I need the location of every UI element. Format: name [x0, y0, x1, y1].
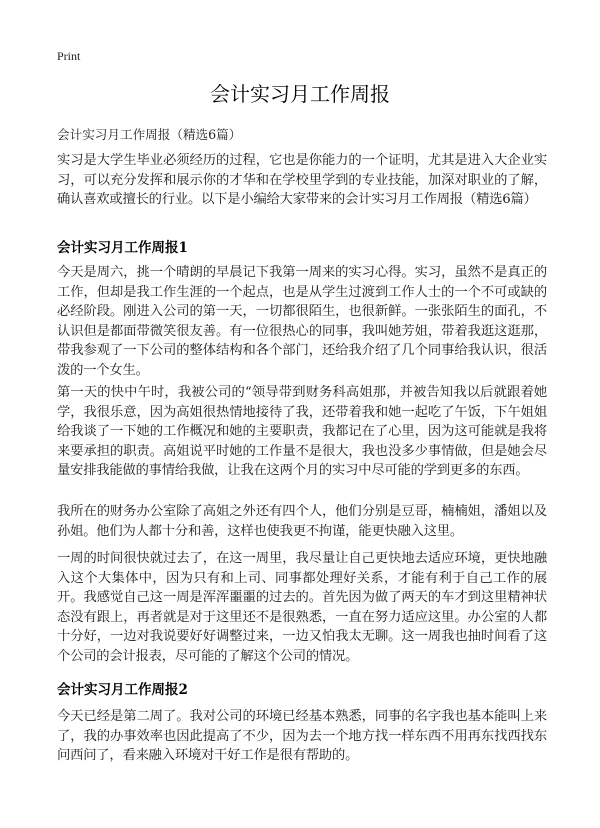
print-label[interactable]: Print	[57, 49, 81, 63]
document-subtitle: 会计实习月工作周报（精选6篇）	[57, 127, 242, 142]
intro-paragraph: 实习是大学生毕业必须经历的过程，它也是你能力的一个证明，尤其是进入大企业实习，可以充分发挥和展示你的才华和在学校里学到的专业技能，加深对职业的了解，确认喜欢或擅长的行业。以下是小编给大家带来的会计实习月工作周报（精选6篇）	[57, 153, 547, 207]
section-heading-2: 会计实习月工作周报2	[57, 682, 188, 698]
section-heading-1: 会计实习月工作周报1	[57, 240, 188, 256]
section-1-paragraph-1: 今天是周六，挑一个晴朗的早晨记下我第一周来的实习心得。实习，虽然不是真正的工作，但却是我工作生涯的一个起点，也是从学生过渡到工作人士的一个不可或缺的必经阶段。刚进入公司的第一天，一切都很陌生，也很新鲜。一张张陌生的面孔，不认识但是都面带微笑很友善。有一位很热心的同事，我叫她芳姐，带着我逛这逛那，带我参观了一下公司的整体结构和各个部门，还给我介绍了几个同事给我认识，很活泼的一个女生。	[57, 265, 547, 378]
section-1-paragraph-4: 一周的时间很快就过去了，在这一周里，我尽量让自己更快地去适应环境，更快地融入这个大集体中，因为只有和上司、同事都处理好关系，才能有利于自己工作的展开。我感觉自己这一周是浑浑噩噩的过去的。首先因为做了两天的车才到这里精神状态没有跟上，再者就是对于这里还不是很熟悉，一直在努力适应这里。办公室的人都十分好，一边对我说要好好调整过来，一边又怕我太无聊。这一周我也抽时间看了这个公司的会计报表，尽可能的了解这个公司的情况。	[57, 551, 547, 664]
section-2-paragraph-1: 今天已经是第二周了。我对公司的环境已经基本熟悉，同事的名字我也基本能叫上来了，我的办事效率也因此提高了不少，因为去一个地方找一样东西不用再东找西找东问西问了，看来融入环境对干好工作是很有帮助的。	[57, 709, 547, 763]
section-1-paragraph-2: 第一天的快中午时，我被公司的“领导带到财务科高姐那，并被告知我以后就跟着她学，我很乐意，因为高姐很热情地接待了我，还带着我和她一起吃了午饭，下午姐姐给我谈了一下她的工作概况和她的主要职责，我都记在了心里，因为这可能就是我将来要承担的职责。高姐说平时她的工作量不是很大，我也没多少事情做，但是她会尽量安排我能做的事情给我做，让我在这两个月的实习中尽可能的学到更多的东西。	[57, 385, 547, 478]
page-title: 会计实习月工作周报	[210, 82, 390, 106]
section-1-paragraph-3: 我所在的财务办公室除了高姐之外还有四个人，他们分别是豆哥，楠楠姐，潘姐以及孙姐。他们为人都十分和善，这样也使我更不拘谨，能更快融入这里。	[57, 504, 547, 539]
